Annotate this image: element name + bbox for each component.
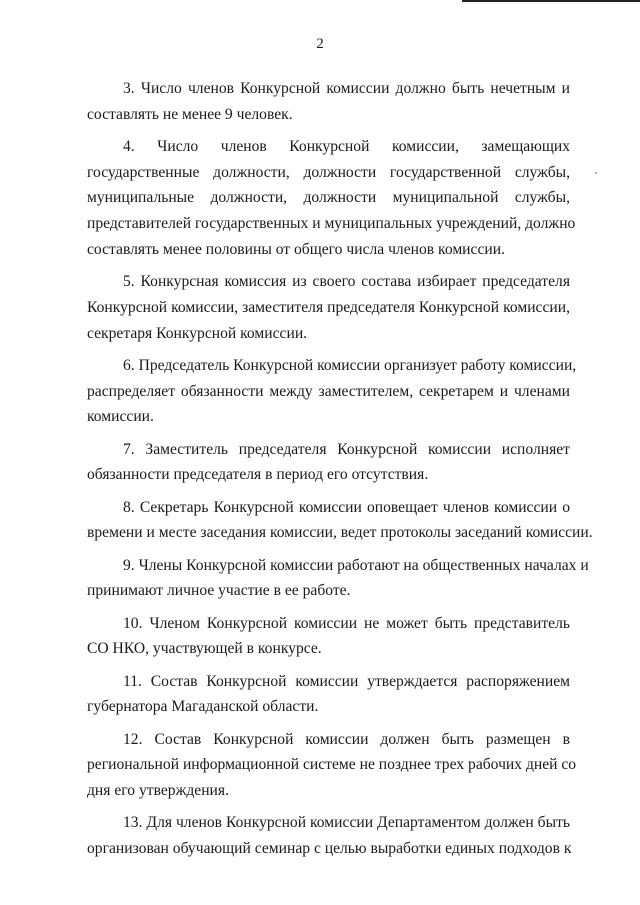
paragraph-5 bbox=[87, 269, 570, 346]
paragraph-13 bbox=[87, 810, 570, 861]
paragraph-line: 7. Заместитель председателя Конкурсной комиссии исполняет bbox=[123, 440, 570, 458]
paragraph-line: составлять менее половины от общего числа членов комиссии. bbox=[87, 240, 505, 258]
paragraph-line: организован обучающий семинар с целью выработки единых подходов к bbox=[87, 839, 572, 857]
paragraph-line: 10. Членом Конкурсной комиссии не может быть представитель bbox=[123, 614, 570, 632]
paragraph-line: государственные должности, должности государственной службы, bbox=[87, 163, 570, 181]
paragraph-6 bbox=[87, 353, 577, 430]
paragraph-line: Конкурсной комиссии, заместителя председателя Конкурсной комиссии, bbox=[87, 298, 570, 316]
paragraph-line: 4. Число членов Конкурсной комиссии, замещающих bbox=[123, 138, 570, 155]
paragraph-line: секретаря Конкурсной комиссии. bbox=[87, 324, 308, 342]
paragraph-3 bbox=[87, 76, 570, 127]
paragraph-line: 12. Состав Конкурсной комиссии должен быть размещен в bbox=[123, 730, 570, 748]
paragraph-line: 13. Для членов Конкурсной комиссии Департаментом должен быть bbox=[123, 814, 570, 832]
scan-speck bbox=[595, 172, 597, 174]
paragraph-line: 5. Конкурсная комиссия из своего состава избирает председателя bbox=[123, 273, 570, 291]
paragraph-line: губернатора Магаданской области. bbox=[87, 698, 319, 716]
paragraph-line: обязанности председателя в период его отсутствия. bbox=[87, 466, 429, 484]
page-number: 2 bbox=[316, 36, 324, 52]
paragraph-line: принимают личное участие в ее работе. bbox=[87, 582, 351, 600]
paragraph-7 bbox=[87, 437, 570, 488]
top-edge-line bbox=[462, 0, 640, 2]
paragraph-line: 3. Число членов Конкурсной комиссии должно быть нечетным и bbox=[123, 80, 570, 97]
paragraph-line: распределяет обязанности между заместителем, секретарем и членами bbox=[87, 382, 570, 400]
paragraph-9 bbox=[87, 553, 589, 604]
paragraph-line: представителей государственных и муниципальных учреждений, должно bbox=[87, 215, 576, 233]
paragraph-4 bbox=[87, 134, 576, 263]
paragraph-11 bbox=[87, 669, 570, 720]
paragraph-line: 9. Члены Конкурсной комиссии работают на общественных началах и bbox=[123, 556, 589, 574]
paragraph-line: составлять не менее 9 человек. bbox=[87, 105, 293, 123]
paragraph-line: 6. Председатель Конкурсной комиссии организует работу комиссии, bbox=[123, 356, 577, 374]
paragraph-line: 8. Секретарь Конкурсной комиссии оповещает членов комиссии о bbox=[123, 498, 570, 516]
paragraph-line: 11. Состав Конкурсной комиссии утверждается распоряжением bbox=[123, 672, 570, 690]
paragraph-line: комиссии. bbox=[87, 408, 154, 426]
paragraph-line: СО НКО, участвующей в конкурсе. bbox=[87, 640, 322, 658]
paragraph-line: дня его утверждения. bbox=[87, 781, 229, 799]
paragraph-10 bbox=[87, 611, 570, 662]
paragraph-line: муниципальные должности, должности муниципальной службы, bbox=[87, 189, 570, 207]
paragraph-line: региональной информационной системе не позднее трех рабочих дней со bbox=[87, 756, 577, 774]
document-body bbox=[87, 76, 593, 868]
paragraph-12 bbox=[87, 727, 577, 804]
paragraph-8 bbox=[87, 495, 593, 546]
paragraph-line: времени и месте заседания комиссии, ведет протоколы заседаний комиссии. bbox=[87, 524, 593, 542]
